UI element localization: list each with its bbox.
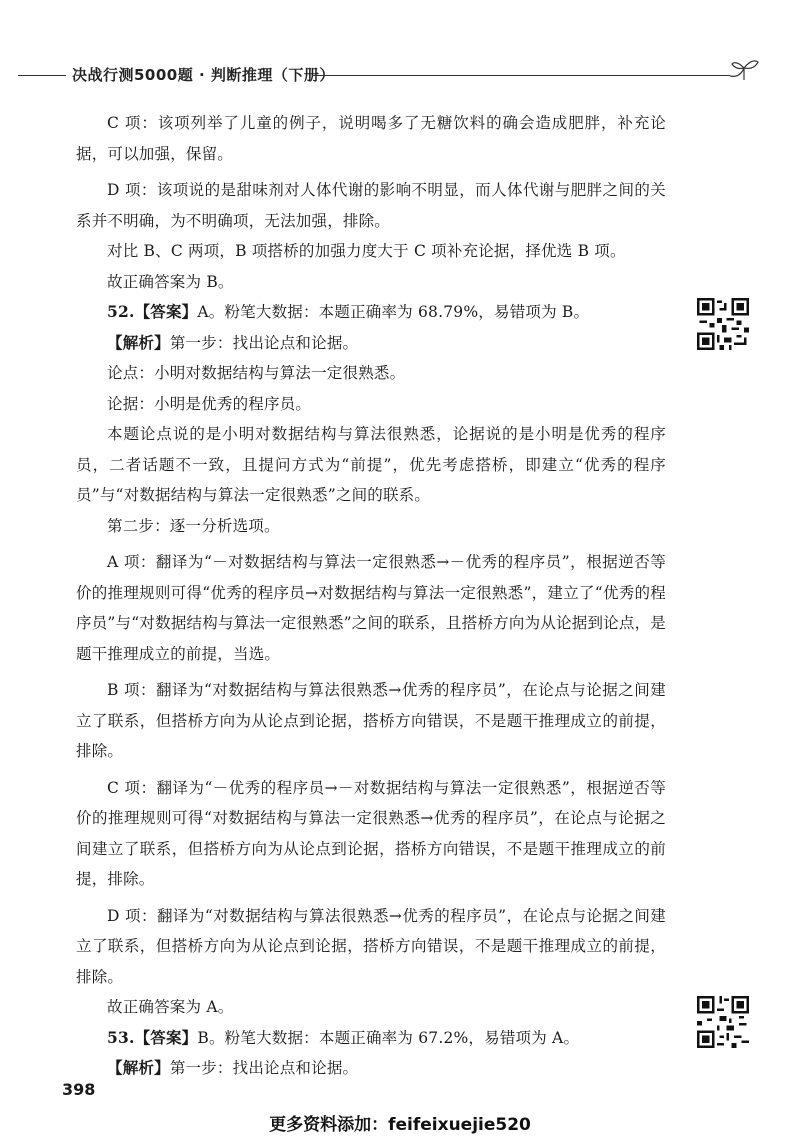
answer-marker: 52.【答案】 (107, 302, 198, 321)
paragraph-d-item: D 项：该项说的是甜味剂对人体代谢的影响不明显，而人体代谢与肥胖之间的关系并不明确，为不明确项，无法加强，排除。 (76, 181, 666, 230)
sprout-icon (726, 58, 762, 96)
paragraph-option-a: A 项：翻译为“－对数据结构与算法一定很熟悉→－优秀的程序员”，根据逆否等价的推理规则可得“优秀的程序员→对数据结构与算法一定很熟悉”，建立了“优秀的程序员”与“对数据结构与算法一定很熟悉”之间的联系，且搭桥方向为从论据到论点，是题干推理成立的前提，当选。 (76, 553, 666, 663)
paragraph-option-d: D 项：翻译为“对数据结构与算法很熟悉→优秀的程序员”，在论点与论据之间建立了联系，但搭桥方向为从论点到论据，搭桥方向错误，不是题干推理成立的前提，排除。 (76, 906, 666, 986)
page-body (76, 108, 666, 1084)
analysis-marker: 【解析】 (107, 1058, 170, 1077)
paragraph-option-b: B 项：翻译为“对数据结构与算法很熟悉→优秀的程序员”，在论点与论据之间建立了联系，但搭桥方向为从论点到论据，搭桥方向错误，不是题干推理成立的前提，排除。 (76, 681, 666, 760)
answer-53: 53.【答案】B。粉笔大数据：本题正确率为 67.2%，易错项为 A。 (107, 1027, 580, 1047)
analysis-52: 【解析】第一步：找出论点和论据。 (107, 332, 359, 352)
paragraph-c-item: C 项：该项列举了儿童的例子，说明喝多了无糖饮料的确会造成肥胖，补充论据，可以加强，保留。 (76, 114, 666, 163)
page-number: 398 (62, 1080, 96, 1099)
header-rule-right (312, 75, 730, 76)
qr-code-icon (697, 298, 749, 350)
answer-52: 52.【答案】A。粉笔大数据：本题正确率为 68.79%，易错项为 B。 (107, 302, 590, 321)
paragraph-option-c: C 项：翻译为“－优秀的程序员→－对数据结构与算法一定很熟悉”，根据逆否等价的推理规则可得“对数据结构与算法一定很熟悉→优秀的程序员”，在论点与论据之间建立了联系，但搭桥方向为从论点到论据，搭桥方向错误，不是题干推理成立的前提，排除。 (76, 778, 666, 888)
paragraph-thesis: 论点：小明对数据结构与算法一定很熟悉。 (107, 364, 406, 382)
paragraph-answer-b: 故正确答案为 B。 (107, 272, 234, 291)
answer-marker: 53.【答案】 (107, 1027, 198, 1047)
running-header (0, 58, 800, 92)
analysis-marker: 【解析】 (107, 332, 170, 352)
qr-code-53[interactable] (697, 996, 749, 1048)
analysis-53: 【解析】第一步：找出论点和论据。 (107, 1058, 359, 1077)
paragraph-answer-a: 故正确答案为 A。 (107, 998, 234, 1016)
header-rule-left (18, 75, 66, 76)
qr-code-icon (697, 996, 749, 1048)
paragraph-compare: 对比 B、C 两项，B 项搭桥的加强力度大于 C 项补充论据，择优选 B 项。 (107, 242, 626, 260)
qr-code-52[interactable] (697, 298, 749, 350)
paragraph-step2: 第二步：逐一分析选项。 (107, 516, 280, 535)
footer-watermark-text: 更多资料添加：feifeixuejie520 (269, 1115, 531, 1135)
book-title: 决战行测5000题 · 判断推理（下册） (72, 66, 335, 84)
paragraph-evidence: 论据：小明是优秀的程序员。 (107, 394, 312, 413)
paragraph-bridge: 本题论点说的是小明对数据结构与算法很熟悉，论据说的是小明是优秀的程序员，二者话题不一致，且提问方式为“前提”，优先考虑搭桥，即建立“优秀的程序员”与“对数据结构与算法一定很熟悉”之间的联系。 (76, 425, 666, 504)
